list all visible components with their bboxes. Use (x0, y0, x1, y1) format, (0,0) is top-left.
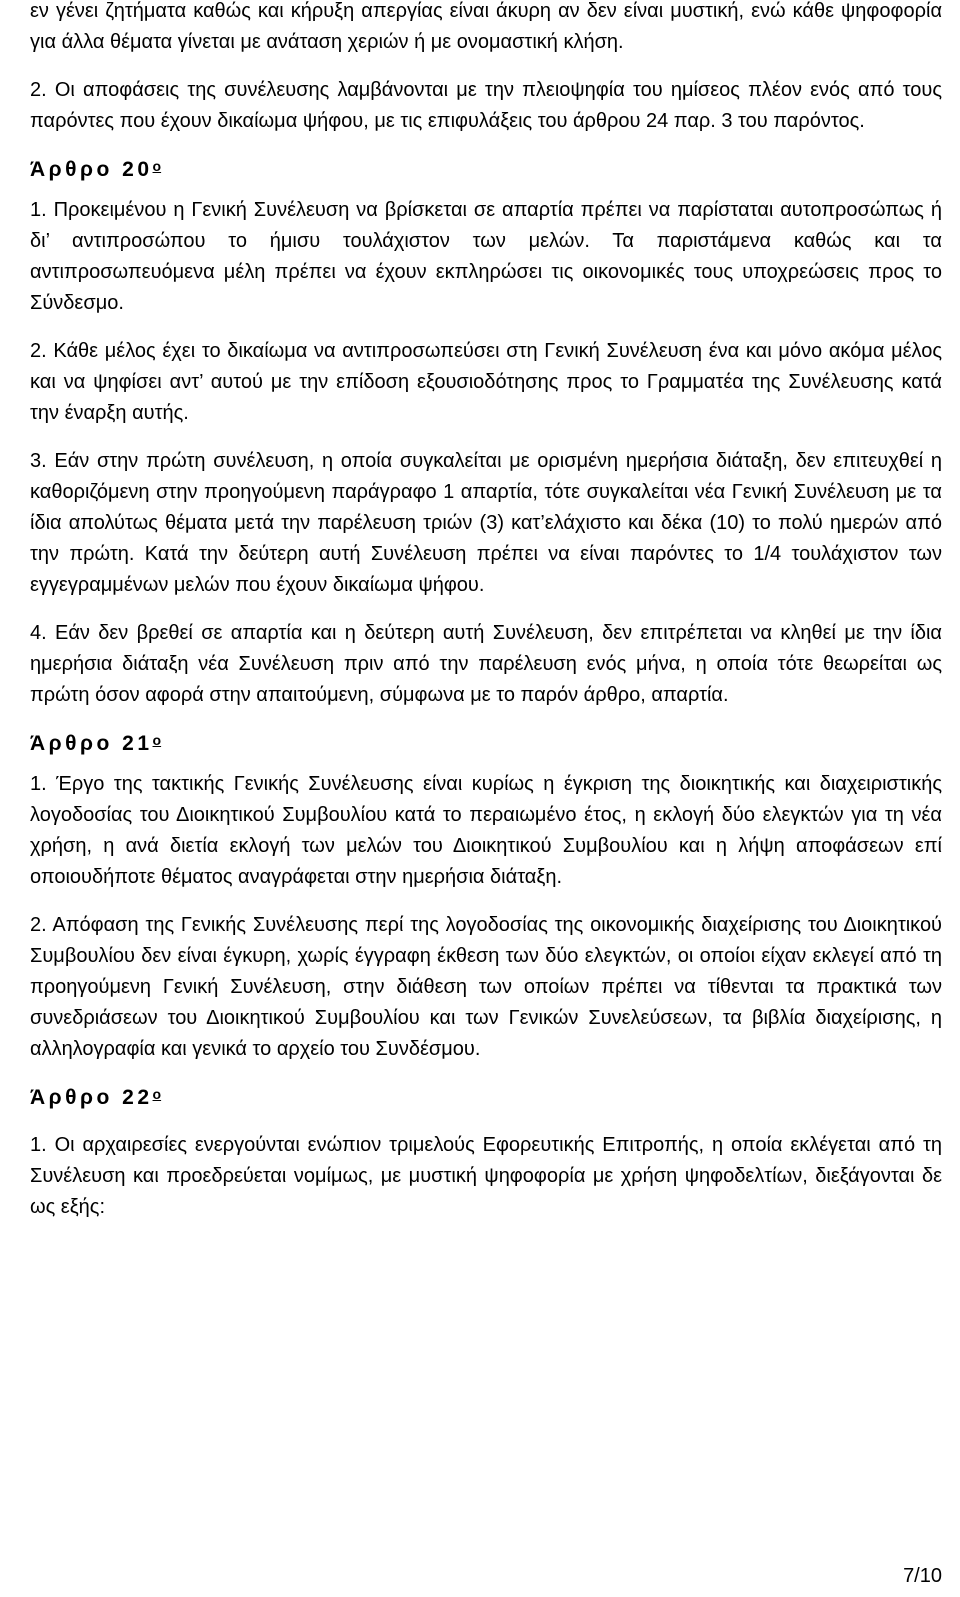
article-20-paragraph-4: 4. Εάν δεν βρεθεί σε απαρτία και η δεύτερη αυτή Συνέλευση, δεν επιτρέπεται να κληθεί με την ίδια ημερήσια διάταξη νέα Συνέλευση πριν από την παρέλευση ενός μήνα, η οποία τότε θεωρείται ως πρώτη όσον αφορά στην απαιτούμενη, σύμφωνα με το παρόν άρθρο, απαρτία. (30, 622, 942, 706)
article-20-ordinal: ο (152, 158, 162, 174)
article-22-title: Άρθρο 22 (30, 1086, 153, 1109)
article-21-heading (30, 728, 942, 759)
article-20-paragraph-3: 3. Εάν στην πρώτη συνέλευση, η οποία συγκαλείται με ορισμένη ημερήσια διάταξη, δεν επιτευχθεί η καθοριζόμενη στην προηγούμενη παράγραφο 1 απαρτία, τότε συγκαλείται νέα Γενική Συνέλευση με τα ίδια απολύτως θέματα μετά την παρέλευση τριών (3) κατ’ελάχιστο και δέκα (10) το πολύ ημερών από την πρώτη. Κατά την δεύτερη αυτή Συνέλευση πρέπει να είναι παρόντες το 1/4 τουλάχιστον των εγγεγραμμένων μελών που έχουν δικαίωμα ψήφου. (30, 450, 942, 596)
article-20-paragraph-2: 2. Κάθε μέλος έχει το δικαίωμα να αντιπροσωπεύσει στη Γενική Συνέλευση ένα και μόνο ακόμα μέλος και να ψηφίσει αντ’ αυτού με την επίδοση εξουσιοδότησης προς το Γραμματέα της Συνέλευσης κατά την έναρξη αυτής. (30, 340, 942, 424)
page-number: 7/10 (903, 1565, 942, 1587)
article-21-ordinal: ο (152, 732, 162, 748)
article-21-paragraph-2: 2. Απόφαση της Γενικής Συνέλευσης περί της λογοδοσίας της οικονομικής διαχείρισης του Διοικητικού Συμβουλίου δεν είναι έγκυρη, χωρίς έγγραφη έκθεση των δύο ελεγκτών, οι οποίοι είχαν εκλεγεί από τη προηγούμενη Γενική Συνέλευση, στην διάθεση των οποίων πρέπει να τίθενται τα πρακτικά των συνεδριάσεων του Διοικητικού Συμβουλίου και των Γενικών Συνελεύσεων, τα βιβλία διαχείρισης, η αλληλογραφία και γενικά το αρχείο του Συνδέσμου. (30, 914, 942, 1060)
article-22-ordinal: ο (152, 1086, 162, 1102)
article-21-paragraph-1: 1. Έργο της τακτικής Γενικής Συνέλευσης είναι κυρίως η έγκριση της διοικητικής και διαχειριστικής λογοδοσίας του Διοικητικού Συμβουλίου κατά το περαιωμένο έτος, η εκλογή δύο ελεγκτών για τη νέα χρήση, η ανά διετία εκλογή των μελών του Διοικητικού Συμβουλίου και η λήψη αποφάσεων επί οποιουδήποτε θέματος αναγράφεται στην ημερήσια διάταξη. (30, 773, 942, 888)
paragraph-intro-2: 2. Οι αποφάσεις της συνέλευσης λαμβάνονται με την πλειοψηφία του ημίσεος πλέον ενός από τους παρόντες που έχουν δικαίωμα ψήφου, με τις επιφυλάξεις του άρθρου 24 παρ. 3 του παρόντος. (30, 79, 942, 132)
article-20-heading (30, 154, 942, 185)
article-21-title: Άρθρο 21 (30, 732, 153, 755)
article-22-heading (30, 1082, 942, 1113)
document-page (30, 0, 942, 1223)
article-20-title: Άρθρο 20 (30, 158, 153, 181)
article-22-paragraph-1: 1. Οι αρχαιρεσίες ενεργούνται ενώπιον τριμελούς Εφορευτικής Επιτροπής, η οποία εκλέγεται από τη Συνέλευση και προεδρεύεται νομίμως, με μυστική ψηφοφορία με χρήση ψηφοδελτίων, διεξάγονται δε ως εξής: (30, 1134, 942, 1218)
paragraph-intro-tail: εν γένει ζητήματα καθώς και κήρυξη απεργίας είναι άκυρη αν δεν είναι μυστική, ενώ κάθε ψηφοφορία για άλλα θέματα γίνεται με ανάταση χεριών ή με ονομαστική κλήση. (30, 0, 942, 53)
article-20-paragraph-1: 1. Προκειμένου η Γενική Συνέλευση να βρίσκεται σε απαρτία πρέπει να παρίσταται αυτοπροσώπως ή δι’ αντιπροσώπου το ήμισυ τουλάχιστον των μελών. Τα παριστάμενα καθώς και τα αντιπροσωπευόμενα μέλη πρέπει να έχουν εκπληρώσει τις οικονομικές τους υποχρεώσεις προς το Σύνδεσμο. (30, 199, 942, 314)
